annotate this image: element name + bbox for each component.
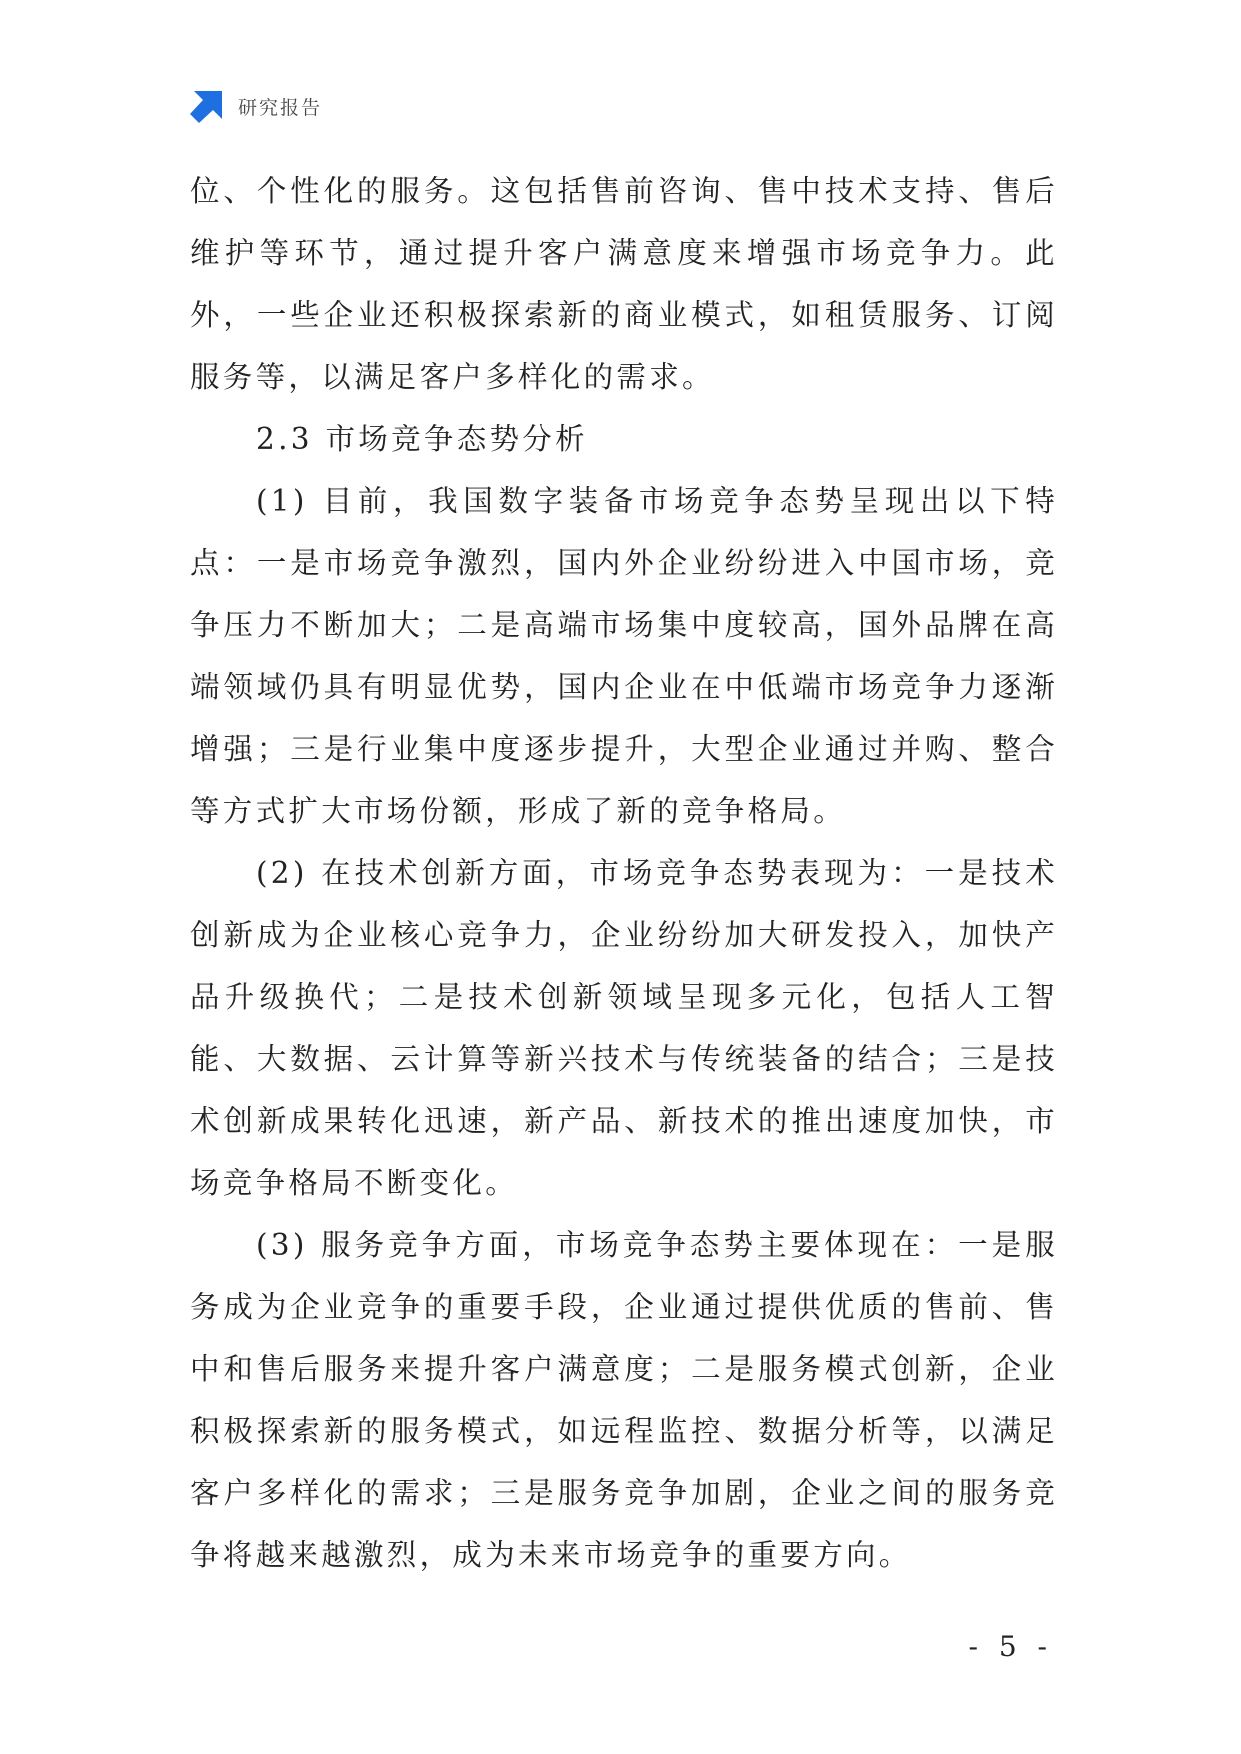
page-header <box>190 88 322 124</box>
header-title: 研究报告 <box>238 96 323 119</box>
page-number: - 5 - <box>968 1630 1053 1663</box>
paragraph-point-2: (2) 在技术创新方面，市场竞争态势表现为：一是技术创新成为企业核心竞争力，企业纷纷加大研发投入，加快产品升级换代；二是技术创新领域呈现多元化，包括人工智能、大数据、云计算等新兴技术与传统装备的结合；三是技术创新成果转化迅速，新产品、新技术的推出速度加快，市场竞争格局不断变化。 <box>190 856 1058 1200</box>
arrow-up-right-icon <box>190 89 224 123</box>
paragraph-continued: 位、个性化的服务。这包括售前咨询、售中技术支持、售后维护等环节，通过提升客户满意度来增强市场竞争力。此外，一些企业还积极探索新的商业模式，如租赁服务、订阅服务等，以满足客户多样化的需求。 <box>190 174 1058 394</box>
section-heading: 2.3 市场竞争态势分析 <box>256 422 588 456</box>
paragraph-point-1: (1) 目前，我国数字装备市场竞争态势呈现出以下特点：一是市场竞争激烈，国内外企业纷纷进入中国市场，竞争压力不断加大；二是高端市场集中度较高，国外品牌在高端领域仍具有明显优势，国内企业在中低端市场竞争力逐渐增强；三是行业集中度逐步提升，大型企业通过并购、整合等方式扩大市场份额，形成了新的竞争格局。 <box>190 484 1058 828</box>
document-body <box>190 160 1058 1586</box>
paragraph-point-3: (3) 服务竞争方面，市场竞争态势主要体现在：一是服务成为企业竞争的重要手段，企业通过提供优质的售前、售中和售后服务来提升客户满意度；二是服务模式创新，企业积极探索新的服务模式，如远程监控、数据分析等，以满足客户多样化的需求；三是服务竞争加剧，企业之间的服务竞争将越来越激烈，成为未来市场竞争的重要方向。 <box>190 1228 1058 1572</box>
